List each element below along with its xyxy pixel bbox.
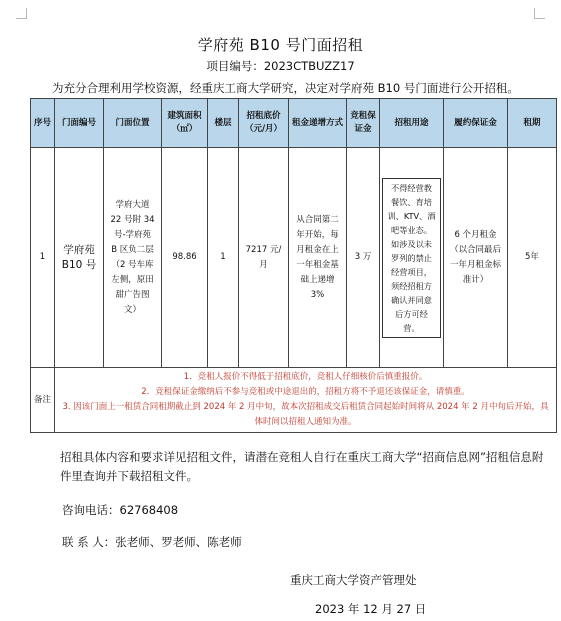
header-use: 招租用途 (380, 99, 444, 148)
header-location: 门面位置 (104, 99, 162, 148)
cell-seq: 1 (31, 148, 55, 368)
cell-location: 学府大道 22 号附 34 号-学府苑 B 区负二层（2 号车库左侧，原田甜广告图文） (104, 148, 162, 368)
issuing-organization: 重庆工商大学资产管理处 (290, 573, 417, 587)
table-header-row (31, 99, 557, 148)
use-restrictions: 不得经营教餐饮、育培训、KTV、酒吧等业态。如涉及以未罗列的禁止经营项目，须经招租方确认并同意后方可经营。 (382, 178, 441, 338)
cell-reserve-price: 7217 元/月 (239, 148, 289, 368)
notes-label: 备注 (31, 368, 55, 433)
notes-row (31, 368, 557, 433)
header-shop-no: 门面编号 (55, 99, 104, 148)
cell-performance-deposit: 6 个月租金（以合同最后一年月租金标准计） (444, 148, 508, 368)
cell-use (380, 148, 444, 368)
details-paragraph: 招租具体内容和要求详见招租文件，请潜在竞租人自行在重庆工商大学“招商信息网”招租信息附件里查询并下载招租文件。 (60, 450, 544, 483)
contacts-line: 联 系 人：张老师、罗老师、陈老师 (62, 535, 242, 549)
project-number: 项目编号：2023CTBUZZ17 (206, 59, 355, 73)
cell-floor: 1 (208, 148, 239, 368)
cell-area: 98.86 (162, 148, 208, 368)
intro-paragraph: 为充分合理利用学校资源，经重庆工商大学研究，决定对学府苑 B10 号门面进行公开招租。 (52, 81, 519, 95)
header-rent-increase: 租金递增方式 (289, 99, 347, 148)
header-reserve-price: 招租底价（元/月） (239, 99, 289, 148)
document-title: 学府苑 B10 号门面招租 (197, 36, 364, 54)
notes-cell (55, 368, 557, 433)
header-deposit: 竞租保证金 (347, 99, 380, 148)
header-area: 建筑面积（㎡） (162, 99, 208, 148)
header-floor: 楼层 (208, 99, 239, 148)
note-1: 1．竞租人报价不得低于招租底价，竞租人仔细核价后慎重报价。 (183, 372, 428, 382)
note-3: 3. 因该门面上一租赁合同租期截止到 2024 年 2 月中旬，故本次招租成交后租赁合同起始时间将从 2024 年 2 月中旬后开始，具体时间以招租人通知为准。 (62, 402, 549, 427)
page-corner-mark-left (16, 8, 27, 19)
cell-deposit: 3 万 (347, 148, 380, 368)
page-corner-mark-right (534, 8, 545, 19)
issue-date: 2023 年 12 月 27 日 (315, 602, 427, 616)
phone-line: 咨询电话：62768408 (62, 503, 179, 517)
cell-shop-no: 学府苑 B10 号 (55, 148, 104, 368)
header-term: 租期 (508, 99, 557, 148)
lease-table (30, 98, 557, 433)
header-seq: 序号 (31, 99, 55, 148)
table-row (31, 148, 557, 368)
header-performance-deposit: 履约保证金 (444, 99, 508, 148)
note-2: 2．竞租保证金缴纳后不参与竞租或中途退出的，招租方将不予退还该保证金，请慎重。 (141, 387, 470, 397)
cell-term: 5年 (508, 148, 557, 368)
cell-rent-increase: 从合同第二年开始，每月租金在上一年租金基础上递增 3% (289, 148, 347, 368)
